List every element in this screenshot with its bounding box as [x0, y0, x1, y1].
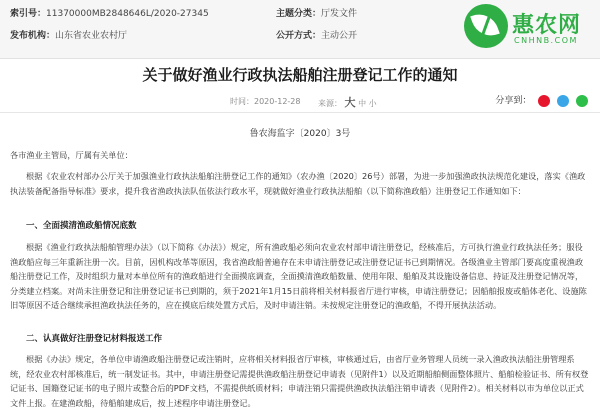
issuer: 发布机构：山东省农业农村厅: [10, 31, 128, 41]
publish-date: 时间：2020-12-28: [230, 97, 301, 106]
salutation: 各市渔业主管局，厅属有关单位：: [10, 150, 133, 160]
intro-paragraph: 根据《农业农村部办公厅关于加强渔业行政执法船舶注册登记工作的通知》（农办渔〔2020〕26号）部署，为进一步加强渔政执法规范化建设，落实《渔政执法装备配备指导标准》要求，提升我省渔政执法队伍依法行政水平，现就做好渔业行政执法船舶（以下简称渔政船）注册登记工作通知如下：: [10, 171, 586, 196]
section-2-heading: 二、认真做好注册登记材料报送工作: [26, 334, 163, 344]
public-mode: 公开方式：主动公开: [276, 31, 358, 41]
section-1-body: 根据《渔业行政执法船舶管理办法》（以下简称《办法》）规定，所有渔政船必须向农业农村部申请注册登记，经核准后，方可执行渔业行政执法任务；服役渔政船应每三年重新注册一次。目前，因机构改革等原因，我省渔政船普遍存在未申请注册登记或注册登记证书已到期情况。各级渔业主管部门要高度重视渔政船注册登记工作，及时组织力量对本单位所有的渔政船进行全面摸底调查，全面摸清渔政船数量、使用年限、船舶及其设施设备信息、持证及注册登记情况等，分类建立档案。对尚未注册登记和注册登记证书已到期的，须于2021年1月15日前将相关材料报省厅进行审核，申请注册登记；因船舶报废或船体老化、设施陈旧等原因不适合继续承担渔政执法任务的，应在摸底后续处置方式后，及时申请注销。未按规定注册登记的渔政船，不得开展执法活动。: [10, 242, 587, 310]
document-metadata: [0, 0, 600, 59]
index-number: 索引号：11370000MB2848646L/2020-27345: [10, 9, 209, 19]
share-bar: [495, 93, 588, 107]
date-bar: [0, 94, 600, 113]
font-large-button[interactable]: 大: [344, 96, 356, 109]
logo-domain: CNHNB.COM: [514, 36, 578, 45]
font-mid-button[interactable]: 中: [358, 99, 367, 108]
font-small-button[interactable]: 小: [368, 99, 377, 108]
logo: [464, 4, 594, 52]
logo-brand: 惠农网: [512, 13, 582, 38]
document-number: 鲁农海监字〔2020〕3号: [249, 129, 351, 139]
section-2-body: 根据《办法》规定，各单位申请渔政船注册登记或注销时，应将相关材料报省厅审核，审核通过后，由省厅业务管理人员统一录入渔政执法船注册管理系统，经农业农村部核准后，统一制发证书。其中，申请注册登记需提供渔政船注册登记申请表（见附件1）以及近期船舶侧面整体照片、船舶检验证书、所有权登记证书、国籍登记证书的电子照片或整合后的PDF文档，不需提供纸质材料；申请注销只需提供渔政执法船注销申请表（见附件2）。相关材料以市为单位以正式文件上报。在建渔政船，待船舶建成后，按上述程序申请注册登记。: [10, 354, 589, 408]
wechat-share-icon[interactable]: [576, 95, 588, 107]
category: 主题分类：厅发文件: [276, 9, 358, 19]
page-title: 关于做好渔业行政执法船舶注册登记工作的通知: [142, 66, 458, 84]
qq-share-icon[interactable]: [557, 95, 569, 107]
leaf-logo-icon: [464, 4, 508, 48]
weibo-share-icon[interactable]: [538, 95, 550, 107]
section-1-heading: 一、全面摸清渔政船情况底数: [26, 221, 137, 231]
share-label: 分享到：: [495, 96, 532, 106]
font-size-controls: 来源： 大 中 小: [318, 96, 377, 109]
